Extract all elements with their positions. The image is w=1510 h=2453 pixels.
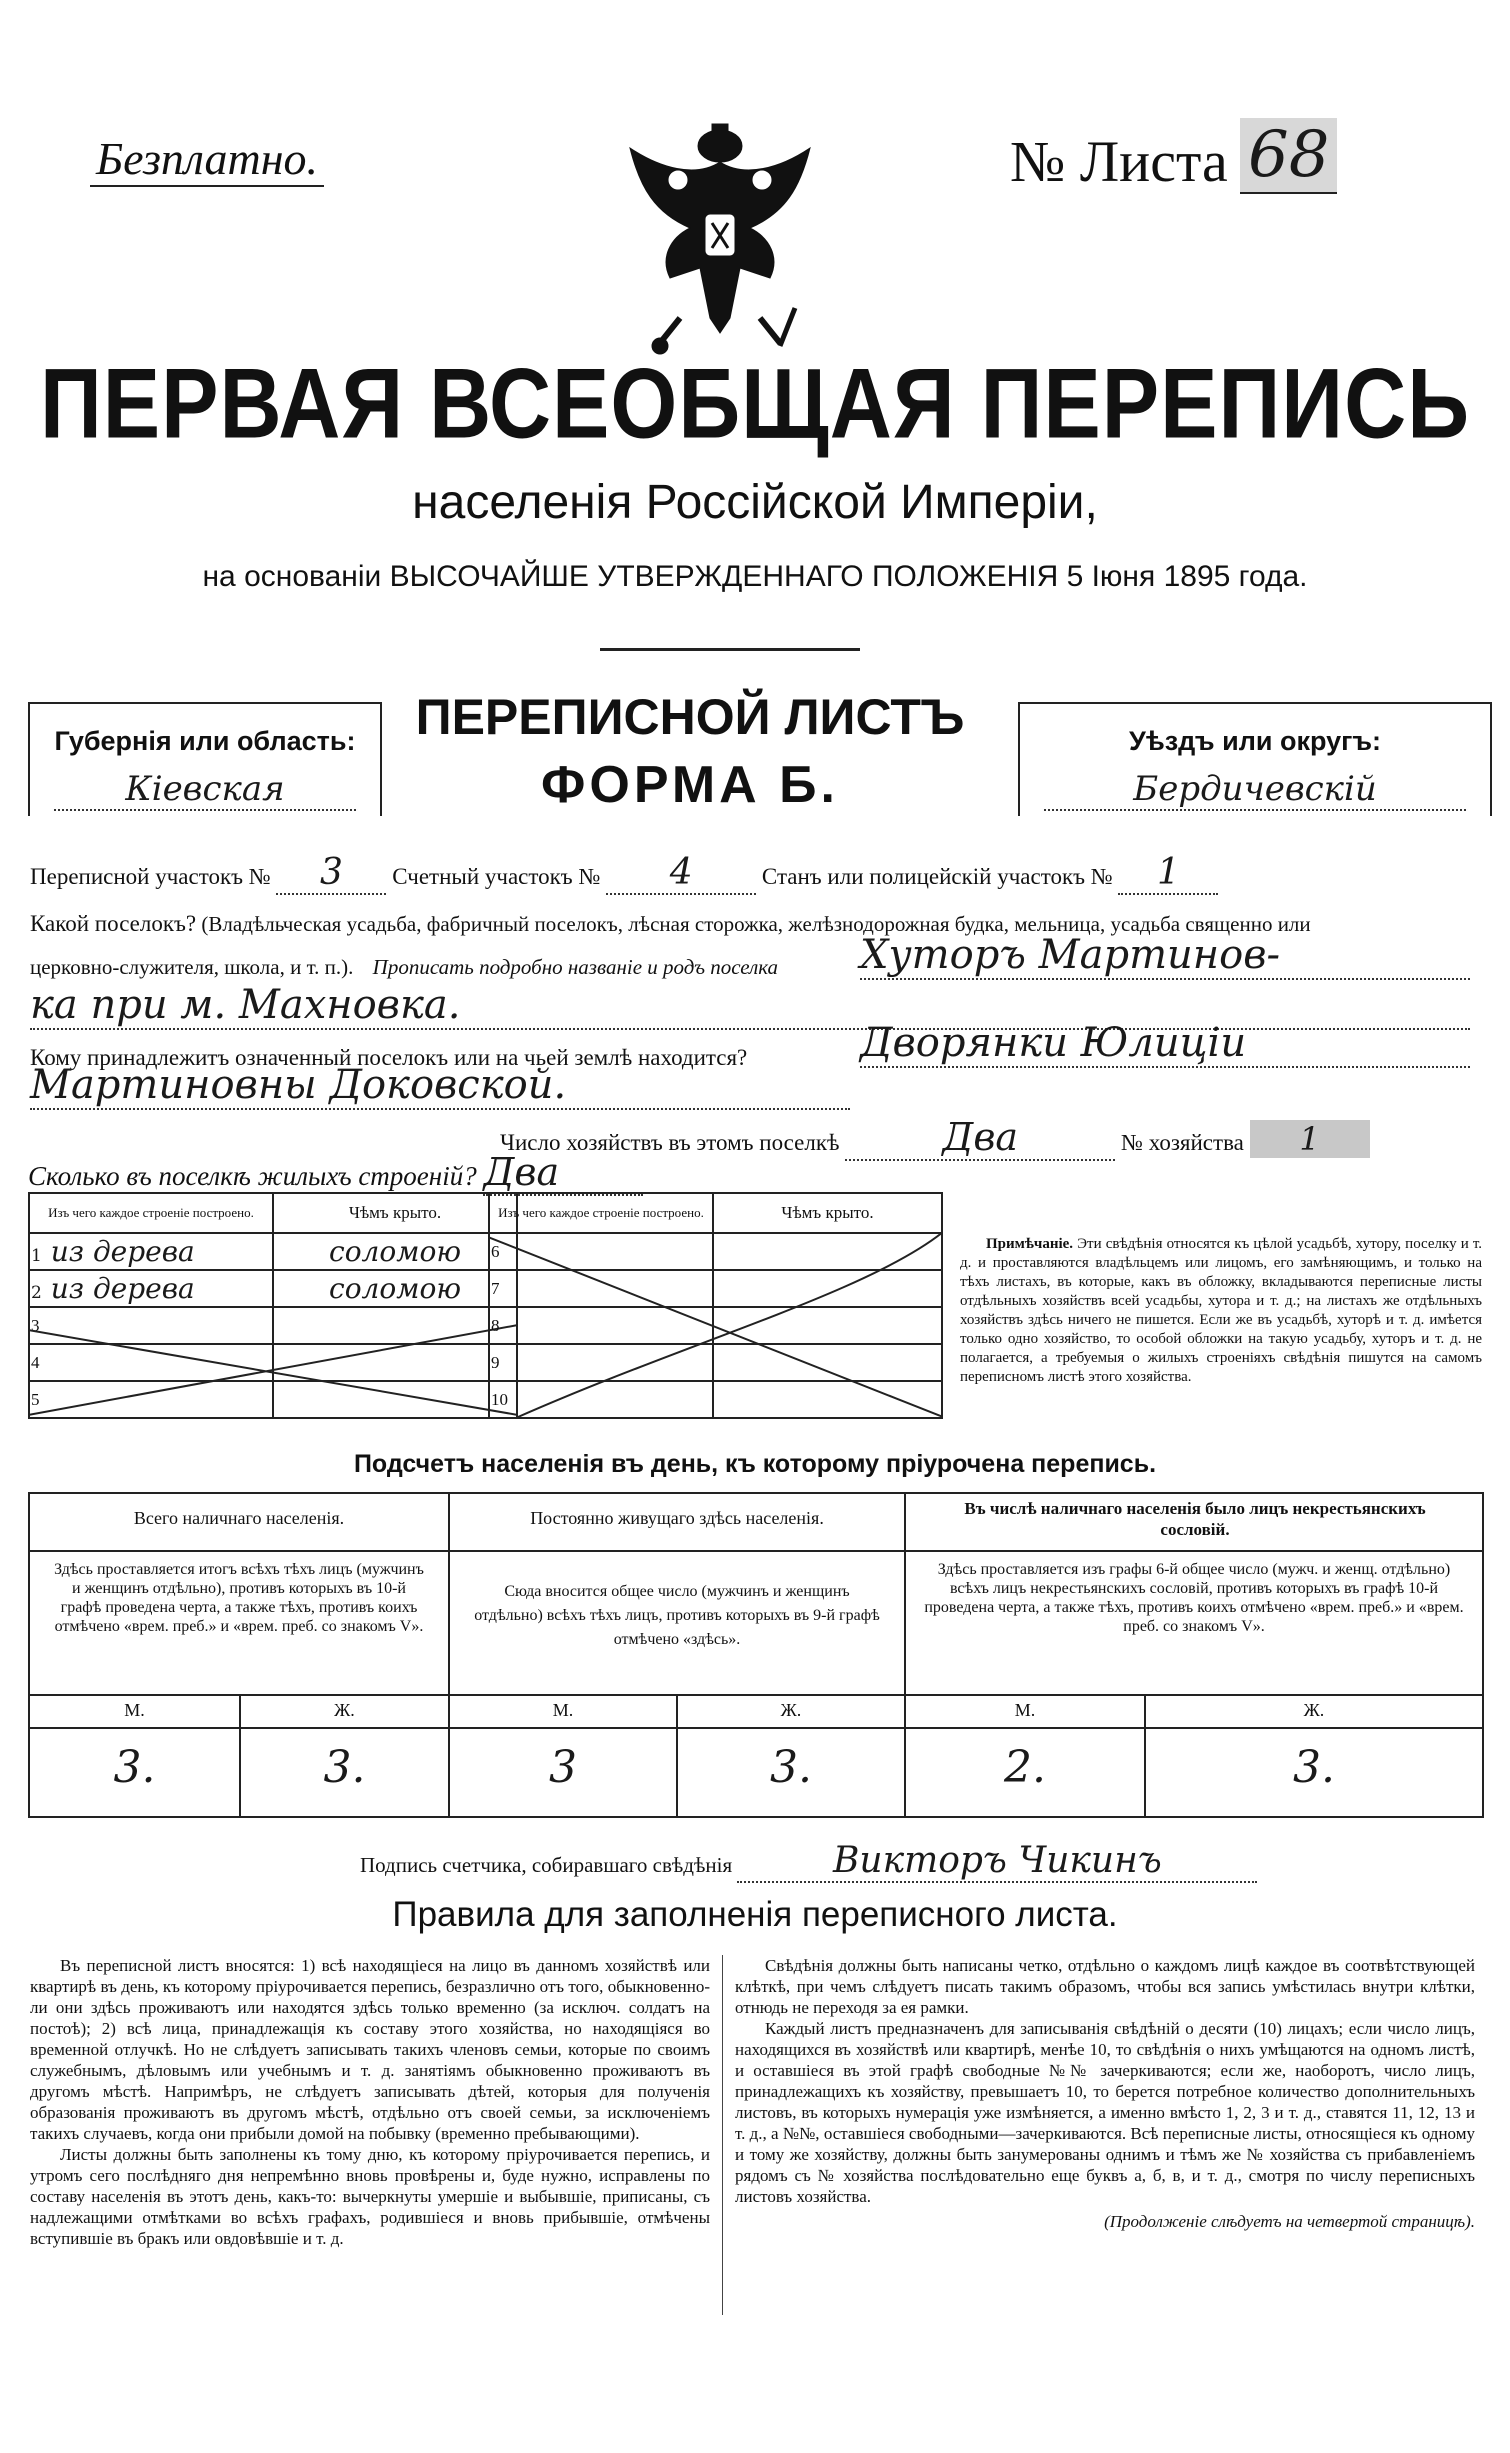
strike-right xyxy=(488,1232,943,1422)
pop-col2-title: Постоянно живущаго здѣсь населенія. xyxy=(530,1508,824,1528)
uezd-box xyxy=(1018,702,1492,816)
rules-heading: Правила для заполненія переписного листа. xyxy=(392,1895,1118,1934)
households-count-value: Два xyxy=(845,1115,1115,1161)
rule-paragraph: Листы должны быть заполнены къ тому дню, къ которому пріурочивается перепись, и утромъ сего послѣдняго дня непремѣнно вновь провѣрены и, буде нужно, исправлены по составу населенія въ этотъ день, какъ-то: вычеркнуты умершіе и выбывшіе, приписаны, съ надлежащими отмѣтками во всѣхъ графахъ, родившіеся и вновь прибывшіе, отмѣчены вступившіе въ бракъ или овдовѣвшіе и т. д. xyxy=(30,2145,710,2248)
col-material: Изъ чего каждое строеніе построено. xyxy=(29,1193,273,1233)
main-title: ПЕРВАЯ ВСЕОБЩАЯ ПЕРЕПИСЬ xyxy=(39,348,1471,460)
signature-label: Подпись счетчика, собиравшаго свѣдѣнія xyxy=(360,1853,733,1877)
table-row: 5 xyxy=(29,1381,517,1418)
pop-col3-desc: Здѣсь проставляется изъ графы 6-й общее число (мужч. и женщ. отдѣльно) всѣхъ лицъ некрестьянскихъ сословій, противъ которыхъ въ графѣ 10-й проведена черта, а также тѣхъ, противъ коихъ отмѣчено «врем. преб.» и «врем. преб. со знакомъ V». xyxy=(924,1561,1464,1635)
table-row: 7 xyxy=(489,1270,942,1307)
gubernia-box xyxy=(28,702,382,816)
pop-col1-desc: Здѣсь проставляется итогъ всѣхъ тѣхъ лицъ (мужчинъ и женщинъ отдѣльно), противъ которыхъ въ 10-й графѣ проведена черта, а также тѣхъ, противъ коихъ отмѣчено «врем. преб.» и «врем. преб. со знакомъ V». xyxy=(54,1561,424,1635)
note-label: Примѣчаніе. xyxy=(986,1236,1074,1252)
signature-row xyxy=(360,1840,1257,1883)
rules-right xyxy=(735,1955,1475,2232)
gubernia-value: Кіевская xyxy=(54,769,356,811)
settlement-value-2: ка при м. Махновка. xyxy=(30,982,1470,1030)
decree-line: на основаніи ВЫСОЧАЙШЕ УТВЕРЖДЕННАГО ПОЛОЖЕНІЯ 5 Іюня 1895 года. xyxy=(202,560,1308,593)
double-headed-eagle-icon xyxy=(600,118,840,358)
buildings-question: Сколько въ поселкѣ жилыхъ строеній? xyxy=(28,1161,477,1191)
roof-1: соломою xyxy=(273,1233,517,1270)
household-number-value: 1 xyxy=(1250,1120,1370,1158)
sheet-number-label: № Листа xyxy=(1010,129,1228,194)
owner-question: Кому принадлежитъ означенный поселокъ или на чьей землѣ находится? xyxy=(30,1045,748,1070)
pop-col1-title: Всего наличнаго населенія. xyxy=(133,1508,345,1528)
form-type: ФОРМА Б. xyxy=(541,756,839,814)
uezd-label: Уѣздъ или округъ: xyxy=(1128,726,1382,756)
table-row: 8 xyxy=(489,1307,942,1344)
rule-paragraph: Въ переписной листъ вносятся: 1) всѣ находящіеся на лицо въ данномъ хозяйствѣ или квартирѣ въ день, къ которому пріурочивается перепись, безразлично отъ того, обыкновенно-ли они здѣсь проживаютъ или находятся здѣсь только временно (за исключ. солдатъ на постоѣ); 2) всѣ лица, принадлежащія къ составу этого хозяйства, но находящіяся во временной отлучкѣ. Но не слѣдуетъ записывать такихъ членовъ семьи, которые по своимъ служебнымъ, дѣловымъ или учебнымъ и т. д. занятіямъ обыкновенно проживаютъ въ другомъ мѣстѣ. Напримѣръ, не слѣдуетъ записывать дѣтей, которыя для полученія образованія проживаютъ въ другомъ мѣстѣ, отдѣльно отъ своей семьи, за исключеніемъ такихъ случаевъ, когда они прибыли домой на побывку (временно пребывающими). xyxy=(30,1956,710,2143)
stan-value: 1 xyxy=(1118,852,1218,895)
table-row: 6 xyxy=(489,1233,942,1270)
table-row: 10 xyxy=(489,1381,942,1418)
pop-col2-f-label: Ж. xyxy=(780,1700,802,1720)
strike-left xyxy=(28,1310,518,1425)
pop-col1-f-label: Ж. xyxy=(334,1700,355,1720)
pop-col3-m-label: М. xyxy=(1014,1700,1036,1720)
settlement-question-label: Какой поселокъ? xyxy=(30,911,197,936)
pop-col3-title: Въ числѣ наличнаго населенія было лицъ некрестьянскихъ сословій. xyxy=(964,1499,1426,1539)
rules-left xyxy=(30,1955,710,2249)
population-table xyxy=(28,1492,1484,1818)
pop-col2-f: 3. xyxy=(770,1742,812,1793)
pop-col1-m: 3. xyxy=(113,1742,156,1793)
subtitle: населенія Россійской Имперіи, xyxy=(412,476,1098,529)
settlement-hint: (Владѣльческая усадьба, фабричный поселокъ, лѣсная сторожка, желѣзнодорожная будка, мельница, усадьба священно или xyxy=(201,912,1311,936)
districts-line xyxy=(30,852,1218,895)
rules-continued: (Продолженіе слѣдуетъ на четвертой страницѣ). xyxy=(1104,2212,1475,2231)
pop-col2-desc: Сюда вносится общее число (мужчинъ и женщинъ отдѣльно) всѣхъ тѣхъ лицъ, противъ которыхъ въ 9-й графѣ отмѣчено «здѣсь». xyxy=(474,1583,880,1648)
pop-col3-f: 3. xyxy=(1293,1742,1335,1793)
population-heading: Подсчетъ населенія въ день, къ которому пріурочена перепись. xyxy=(353,1450,1157,1478)
pop-col3-m: 2. xyxy=(1004,1742,1046,1793)
table-row: 2 из дерева соломою xyxy=(29,1270,517,1307)
col-roof-2: Чѣмъ крыто. xyxy=(713,1193,942,1233)
free-label: Безплатно. xyxy=(90,132,324,187)
pop-col2-m-label: М. xyxy=(552,1700,574,1720)
rule-paragraph: Свѣдѣнія должны быть написаны четко, отдѣльно о каждомъ лицѣ каждое въ соотвѣтствующей клѣткѣ, при чемъ слѣдуетъ писать такимъ образомъ, чтобы вся запись умѣстилась внутри клѣтки, отнюдь не переходя за ея рамки. xyxy=(735,1956,1475,2017)
pop-col2-m: 3 xyxy=(549,1742,577,1793)
owner-value-2: Мартиновны Доковской. xyxy=(30,1062,850,1110)
divider xyxy=(600,648,860,651)
census-district-value: 3 xyxy=(276,852,386,895)
pop-col1-f: 3. xyxy=(323,1742,366,1793)
table-row: 9 xyxy=(489,1344,942,1381)
uezd-value: Бердичевскій xyxy=(1044,769,1466,811)
rule-paragraph: Каждый листъ предназначенъ для записыванія свѣдѣній о десяти (10) лицахъ; если число лицъ, находящихся въ хозяйствѣ или квартирѣ, менѣе 10, то свѣдѣнія о нихъ умѣщаются на одномъ листѣ, и оставшіеся въ этой графѣ свободные №№ зачеркиваются; если же, наоборотъ, число лицъ, принадлежащихъ къ хозяйству, превышаетъ 10, то берется потребное количество дополнительныхъ листовъ, въ которыхъ нумерація уже измѣняется, а именно вмѣсто 1, 2, 3 и т. д., ставятся 11, 12, 13 и т. д., а №№, оставшіеся свободными—зачеркиваются. Всѣ переписные листы, относящіеся къ одному и тому же хозяйству, должны быть занумерованы однимъ и тѣмъ же № хозяйства съ прибавленіемъ рядомъ съ № хозяйства послѣдовательно еще буквъ а, б, в, и т. д., смотря по числу переписныхъ листовъ хозяйства. xyxy=(735,2019,1475,2206)
form-name: ПЕРЕПИСНОЙ ЛИСТЪ xyxy=(415,689,965,745)
households-count-label: Число хозяйствъ въ этомъ поселкѣ xyxy=(500,1130,840,1155)
roof-2: соломою xyxy=(273,1270,517,1307)
gubernia-label: Губернія или область: xyxy=(54,726,356,756)
table-row: 1 из дерева соломою xyxy=(29,1233,517,1270)
household-number-label: № хозяйства xyxy=(1121,1130,1244,1155)
stan-label: Станъ или полицейскій участокъ № xyxy=(761,864,1113,889)
owner-value-1: Дворянки Юлиціи xyxy=(860,1020,1470,1068)
settlement-value-1: Хуторъ Мартинов- xyxy=(860,932,1470,980)
count-district-value: 4 xyxy=(606,852,756,895)
note xyxy=(960,1235,1482,1387)
settlement-row xyxy=(30,955,778,980)
table-row: 3 xyxy=(29,1307,517,1344)
buildings-value: Два xyxy=(483,1150,643,1196)
table-row: 4 xyxy=(29,1344,517,1381)
column-divider xyxy=(722,1955,723,2315)
sheet-number-value: 68 xyxy=(1240,118,1337,194)
count-district-label: Счетный участокъ № xyxy=(392,864,601,889)
material-2: из дерева xyxy=(50,1272,195,1305)
col-roof: Чѣмъ крыто. xyxy=(273,1193,517,1233)
settlement-instruction: Прописать подробно названіе и родъ поселка xyxy=(372,955,779,979)
buildings-row xyxy=(28,1150,643,1196)
note-text: Эти свѣдѣнія относятся къ цѣлой усадьбѣ, хутору, поселку и т. д. и проставляются владѣльцемъ или лицомъ, его замѣняющимъ, и только на тѣхъ листахъ, въ которые, какъ въ обложку, вкладываются переписные листы отдѣльныхъ хозяйствъ всей усадьбы, хутора и т. д.; на листахъ же отдѣльныхъ хозяйствъ здѣсь ничего не пишется. Если же въ усадьбѣ, хуторѣ и т. д. имѣется только одно хозяйство, то особой обложки на такую усадьбу, хуторъ и т. д. не полагается, а требуемыя о жилыхъ строеніяхъ свѣдѣнія пишутся на самомъ переписномъ листѣ этого хозяйства. xyxy=(960,1236,1482,1385)
material-1: из дерева xyxy=(50,1235,195,1268)
pop-col3-f-label: Ж. xyxy=(1303,1700,1325,1720)
pop-col1-m-label: М. xyxy=(124,1700,145,1720)
census-district-label: Переписной участокъ № xyxy=(30,864,271,889)
col-material-2: Изъ чего каждое строеніе построено. xyxy=(489,1193,713,1233)
signature-value: Викторъ Чикинъ xyxy=(737,1840,1257,1883)
settlement-hint-2: церковно-служителя, школа, и т. п.). xyxy=(30,955,354,979)
